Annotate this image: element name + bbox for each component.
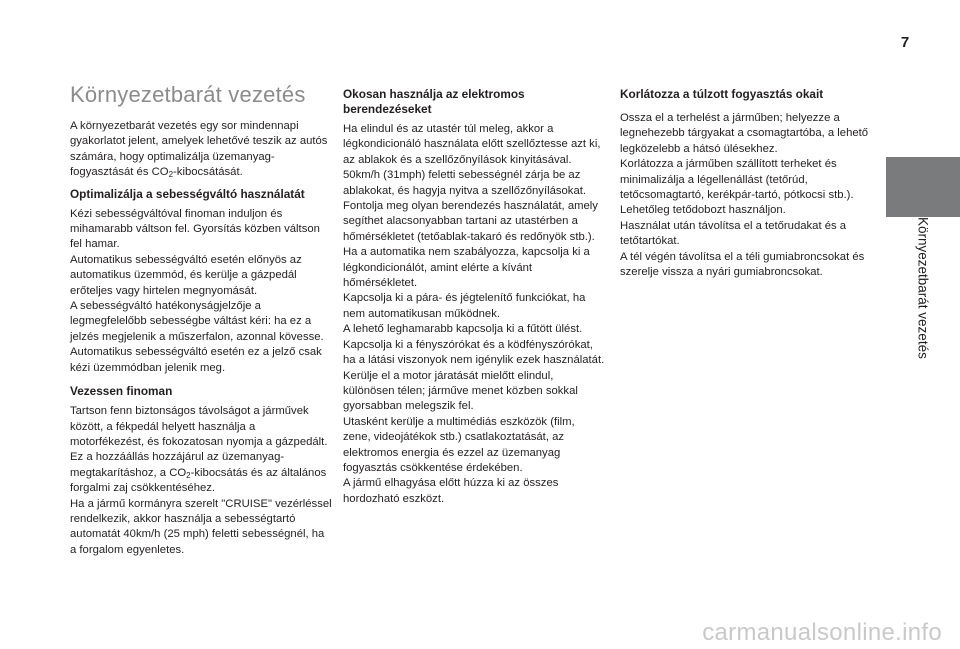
electrical-equipment-paragraph: Ha elindul és az utastér túl meleg, akkor a légkondicionáló használata előtt szellőztesse azt ki, az ablakok és a szellőzőnyílások kinyitásával. 50km/h (31mph) feletti sebességnél zárja be az ablakokat, és hagyja nyitva a szellőzőnyílásokat. Fontolja meg olyan berendezés használatát, amely segíthet alacsonyabban tartani az utastérben a hőmérsékletet (tetőablak-takaró és redőnyök stb.). Ha a automatika nem szabályozza, kapcsolja ki a légkondicionálót, amint elérte a kívánt hőmérsékletet. Kapcsolja ki a pára- és jégtelenítő funkciókat, ha nem automatikusan működnek. A lehető leghamarabb kapcsolja ki a fűtött ülést. Kapcsolja ki a fényszórókat és a ködfényszórókat, ha a látási viszonyok nem igénylik ezek használatát. Kerülje el a motor járatását mielőtt elindul, különösen télen; járműve menet közben sokkal gyorsabban melegszik fel. Utasként kerülje a multimédiás eszközök (film, zene, videojátékok stb.) csatlakoztatását, az elektromos energia és ezzel az üzemanyag fogyasztás csökkentése érdekében. A jármű elhagyása előtt húzza ki az összes hordozható eszközt. <box>343 123 605 505</box>
watermark: carmanualsonline.info <box>702 619 942 646</box>
chapter-tab <box>886 217 960 417</box>
smooth-driving-heading: Vezessen finoman <box>70 384 173 399</box>
chapter-tab-label: Környezetbarát vezetés <box>915 217 931 359</box>
consumption-heading: Korlátozza a túlzott fogyasztás okait <box>620 87 824 101</box>
chapter-tab-marker <box>886 157 960 217</box>
intro-paragraph: A környezetbarát vezetés egy sor mindennapi gyakorlatot jelent, amelyek lehetővé teszik az autós számára, hogy optimalizálja üzemanyag-fogyasztását és $CO_2$-kibocsátását. <box>70 120 328 180</box>
electrical-equipment-heading: Okosan használja az elektromos berendezéseket <box>343 87 525 116</box>
gearbox-heading: Optimalizálja a sebességváltó használatát <box>70 186 305 201</box>
gearbox-paragraph: Kézi sebességváltóval finoman induljon és mihamarabb váltson fel. Gyorsítás közben váltson fel hamar. Automatikus sebességváltó esetén előnyös az automatikus üzemmód, és kerülje a gázpedál erőteljes vagy hirtelen megnyomását. A sebességváltó hatékonyságjelzője a legmegfelelőbb sebességbe váltást kéri: ha ez a jelzés megjelenik a műszerfalon, azonnal kövesse. Automatikus sebességváltó esetén ez a jelző csak kézi üzemmódban jelenik meg. <box>70 207 324 374</box>
page-number: 7 <box>900 34 910 51</box>
smooth-driving-paragraph: Tartson fenn biztonságos távolságot a járművek között, a fékpedál helyett használja a motorfékezést, és fokozatosan nyomja a gázpedált. Ez a hozzáállás hozzájárul az üzemanyag-megtakarításhoz, a $CO_2$-kibocsátás és az általános forgalmi zaj csökkentéséhez. Ha a jármű kormányra szerelt "CRUISE" vezérléssel rendelkezik, akkor használja a sebességtartó automatát 40km/h (25 mph) feletti sebességnél, ha a forgalom egyenletes. <box>70 405 332 556</box>
column-3 <box>620 87 880 286</box>
column-2 <box>343 87 605 513</box>
page-title: Környezetbarát vezetés <box>70 82 306 107</box>
column-1 <box>70 82 332 564</box>
consumption-paragraph: Ossza el a terhelést a járműben; helyezze a legnehezebb tárgyakat a csomagtartóba, a lehető legközelebb a hátsó ülésekhez. Korlátozza a járműben szállított terheket és minimalizálja a légellenállást (tetőrúd, tetőcsomagtartó, kerékpár-tartó, pótkocsi stb.). Lehetőleg tetődobozt használjon. Használat után távolítsa el a tetőrudakat és a tetőtartókat. A tél végén távolítsa el a téli gumiabroncsokat és szerelje vissza a nyári gumiabroncsokat. <box>620 112 869 279</box>
